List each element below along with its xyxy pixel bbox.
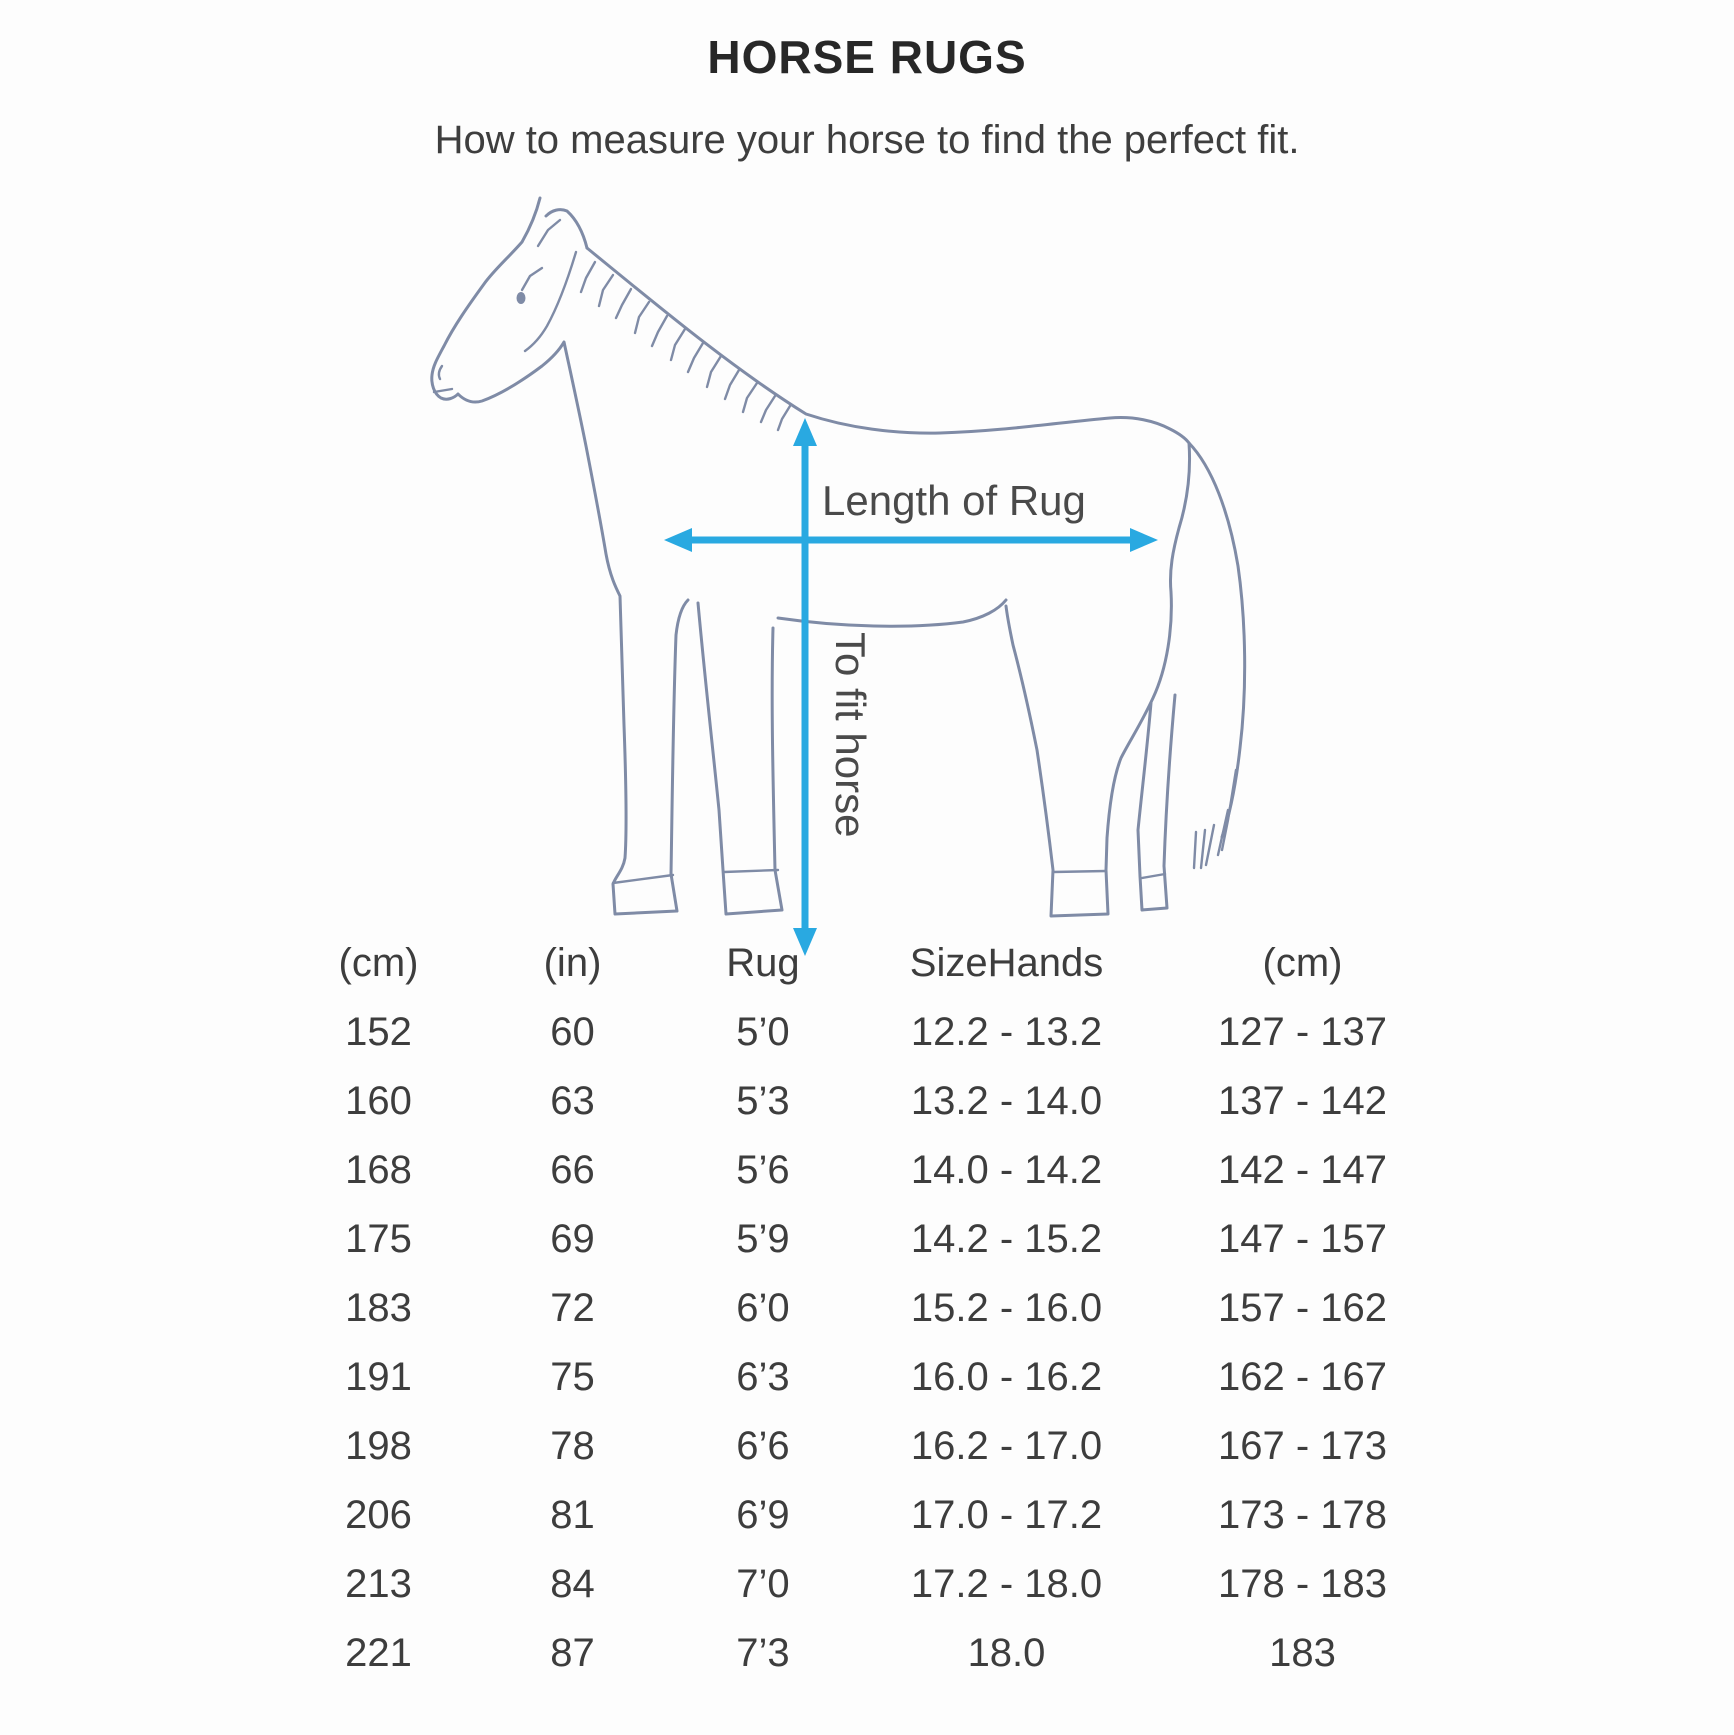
table-cell: 69	[550, 1217, 595, 1261]
column-header-rug-size: Rug	[726, 940, 800, 985]
table-cell: 213	[345, 1562, 412, 1606]
table-cell: 6’0	[736, 1286, 790, 1330]
size-table	[270, 928, 1470, 1688]
table-cell: 175	[345, 1217, 412, 1261]
table-cell: 157 - 162	[1217, 1286, 1388, 1330]
table-cell: 6’9	[736, 1493, 790, 1537]
table-cell: 142 - 147	[1217, 1148, 1388, 1192]
table-cell: 147 - 157	[1217, 1217, 1388, 1261]
table-row	[270, 998, 1470, 1067]
table-cell: 162 - 167	[1217, 1355, 1388, 1399]
table-cell: 60	[550, 1010, 595, 1054]
horse-mouth	[434, 389, 452, 392]
table-cell: 7’0	[736, 1562, 790, 1606]
length-arrow-left-head	[664, 528, 692, 552]
table-cell: 198	[345, 1424, 412, 1468]
table-cell: 13.2 - 14.0	[910, 1079, 1103, 1123]
table-cell: 14.2 - 15.2	[910, 1217, 1103, 1261]
horse-cheek-line	[525, 252, 576, 351]
table-cell: 17.0 - 17.2	[910, 1493, 1103, 1537]
horse-hoof-lines	[613, 870, 1165, 883]
horse-eye	[517, 292, 526, 304]
table-row	[270, 1067, 1470, 1136]
table-cell: 168	[345, 1148, 412, 1192]
table-cell: 5’3	[736, 1079, 790, 1123]
table-cell: 5’0	[736, 1010, 790, 1054]
table-body	[270, 998, 1470, 1688]
length-arrow-right-head	[1130, 528, 1158, 552]
column-header-size-hands: SizeHands	[909, 940, 1104, 985]
table-cell: 72	[550, 1286, 595, 1330]
table-row	[270, 1136, 1470, 1205]
table-cell: 183	[1269, 1631, 1336, 1675]
column-header-rug-in: (in)	[543, 940, 602, 985]
table-cell: 16.2 - 17.0	[910, 1424, 1103, 1468]
horse-far-foreleg	[698, 603, 782, 914]
horse-mane	[522, 220, 790, 430]
table-cell: 7’3	[736, 1631, 790, 1675]
table-cell: 167 - 173	[1217, 1424, 1388, 1468]
page-subtitle: How to measure your horse to find the perfect fit.	[434, 118, 1300, 162]
table-cell: 66	[550, 1148, 595, 1192]
table-row	[270, 1550, 1470, 1619]
table-cell: 183	[345, 1286, 412, 1330]
table-cell: 16.0 - 16.2	[910, 1355, 1103, 1399]
table-cell: 152	[345, 1010, 412, 1054]
table-row	[270, 1274, 1470, 1343]
table-cell: 221	[345, 1631, 412, 1675]
column-header-height-cm: (cm)	[1262, 940, 1343, 985]
table-row	[270, 1343, 1470, 1412]
horse-ear	[546, 210, 587, 248]
table-row	[270, 1481, 1470, 1550]
column-header-rug-cm: (cm)	[338, 940, 419, 985]
to-fit-horse-label: To fit horse	[827, 632, 874, 838]
table-cell: 84	[550, 1562, 595, 1606]
table-row	[270, 1619, 1470, 1688]
table-cell: 6’3	[736, 1355, 790, 1399]
table-cell: 78	[550, 1424, 595, 1468]
page-title: HORSE RUGS	[707, 31, 1027, 83]
horse-head-chest-foreleg	[432, 198, 688, 914]
table-cell: 18.0	[967, 1631, 1046, 1675]
table-cell: 87	[550, 1631, 595, 1675]
table-cell: 137 - 142	[1217, 1079, 1388, 1123]
table-cell: 178 - 183	[1217, 1562, 1388, 1606]
table-cell: 17.2 - 18.0	[910, 1562, 1103, 1606]
horse-measurement-diagram	[390, 170, 1270, 960]
table-cell: 14.0 - 14.2	[910, 1148, 1103, 1192]
horse-belly	[778, 600, 1006, 626]
table-header-row	[270, 928, 1470, 998]
table-cell: 5’6	[736, 1148, 790, 1192]
table-cell: 191	[345, 1355, 412, 1399]
table-cell: 75	[550, 1355, 595, 1399]
table-cell: 12.2 - 13.2	[910, 1010, 1103, 1054]
horse-tail-strands	[1194, 770, 1236, 868]
table-cell: 81	[550, 1493, 595, 1537]
table-cell: 6’6	[736, 1424, 790, 1468]
table-cell: 15.2 - 16.0	[910, 1286, 1103, 1330]
table-cell: 173 - 178	[1217, 1493, 1388, 1537]
table-cell: 63	[550, 1079, 595, 1123]
table-cell: 5’9	[736, 1217, 790, 1261]
table-cell: 127 - 137	[1217, 1010, 1388, 1054]
table-row	[270, 1205, 1470, 1274]
table-cell: 160	[345, 1079, 412, 1123]
fit-arrow-top-head	[793, 418, 817, 446]
length-of-rug-label: Length of Rug	[822, 477, 1086, 524]
horse-nostril	[439, 366, 442, 379]
table-cell: 206	[345, 1493, 412, 1537]
table-row	[270, 1412, 1470, 1481]
